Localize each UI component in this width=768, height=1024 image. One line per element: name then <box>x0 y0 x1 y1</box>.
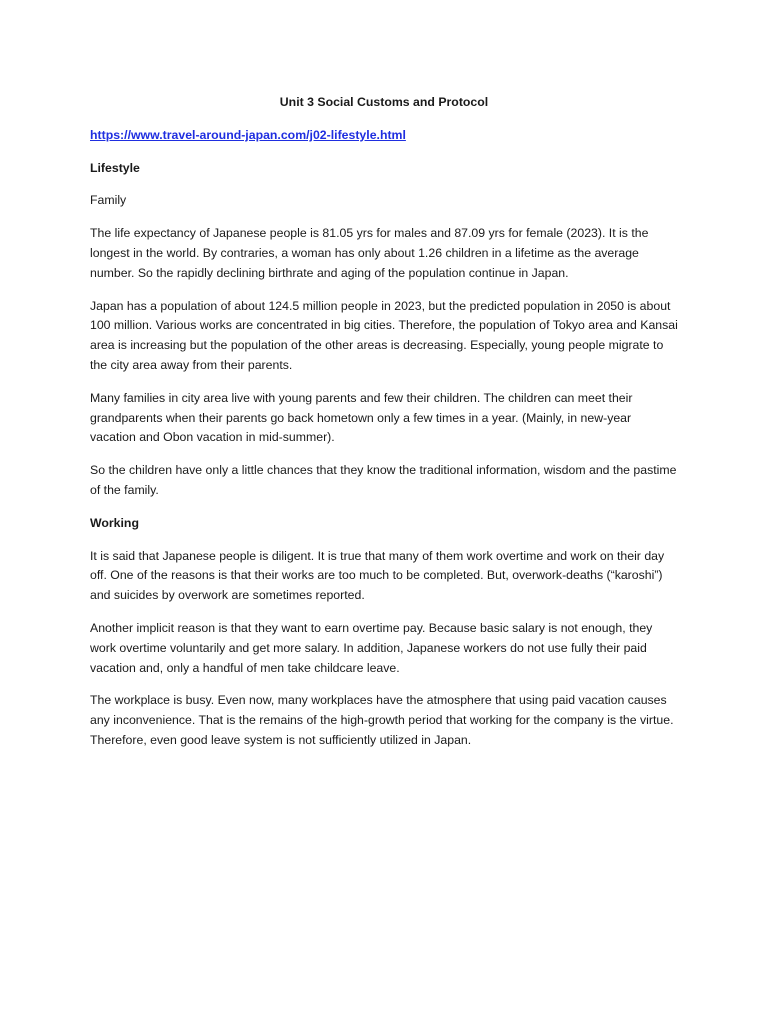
section-heading-working: Working <box>90 515 139 530</box>
section-heading-lifestyle: Lifestyle <box>90 160 140 175</box>
source-link[interactable]: https://www.travel-around-japan.com/j02-lifestyle.html <box>90 127 406 142</box>
family-paragraph-4: So the children have only a little chances that they know the traditional information, wisdom and the pastime of the family. <box>90 463 677 497</box>
working-paragraph-3: The workplace is busy. Even now, many workplaces have the atmosphere that using paid vacation causes any inconvenience. That is the remains of the high-growth period that working for the company is the virtue. Therefore, even good leave system is not sufficiently utilized in Japan. <box>90 693 674 747</box>
family-paragraph-3: Many families in city area live with young parents and few their children. The children can meet their grandparents when their parents go back hometown only a few times in a year. (Mainly, in new-year vacation and Obon vacation in mid-summer). <box>90 390 633 445</box>
document-title: Unit 3 Social Customs and Protocol <box>279 95 489 109</box>
family-paragraph-1: The life expectancy of Japanese people is 81.05 yrs for males and 87.09 yrs for female (2023). It is the longest in the world. By contraries, a woman has only about 1.26 children in a lifetime as the average number. So the rapidly declining birthrate and aging of the population continue in Japan. <box>90 226 649 280</box>
working-paragraph-2: Another implicit reason is that they want to earn overtime pay. Because basic salary is not enough, they work overtime voluntarily and get more salary. In addition, Japanese workers do not use fully their paid vacation and, only a handful of men take childcare leave. <box>90 620 653 675</box>
family-paragraph-2: Japan has a population of about 124.5 million people in 2023, but the predicted population in 2050 is about 100 million. Various works are concentrated in big cities. Therefore, the population of Tokyo area and Kansai area is increasing but the population of the other areas is decreasing. Especially, young people migrate to the city area away from their parents. <box>90 298 678 372</box>
subsection-heading-family: Family <box>90 193 127 208</box>
working-paragraph-1: It is said that Japanese people is diligent. It is true that many of them work overtime and work on their day off. One of the reasons is that their works are too much to be completed. But, overwork-deaths (“karoshi”) and suicides by overwork are sometimes reported. <box>90 548 665 603</box>
